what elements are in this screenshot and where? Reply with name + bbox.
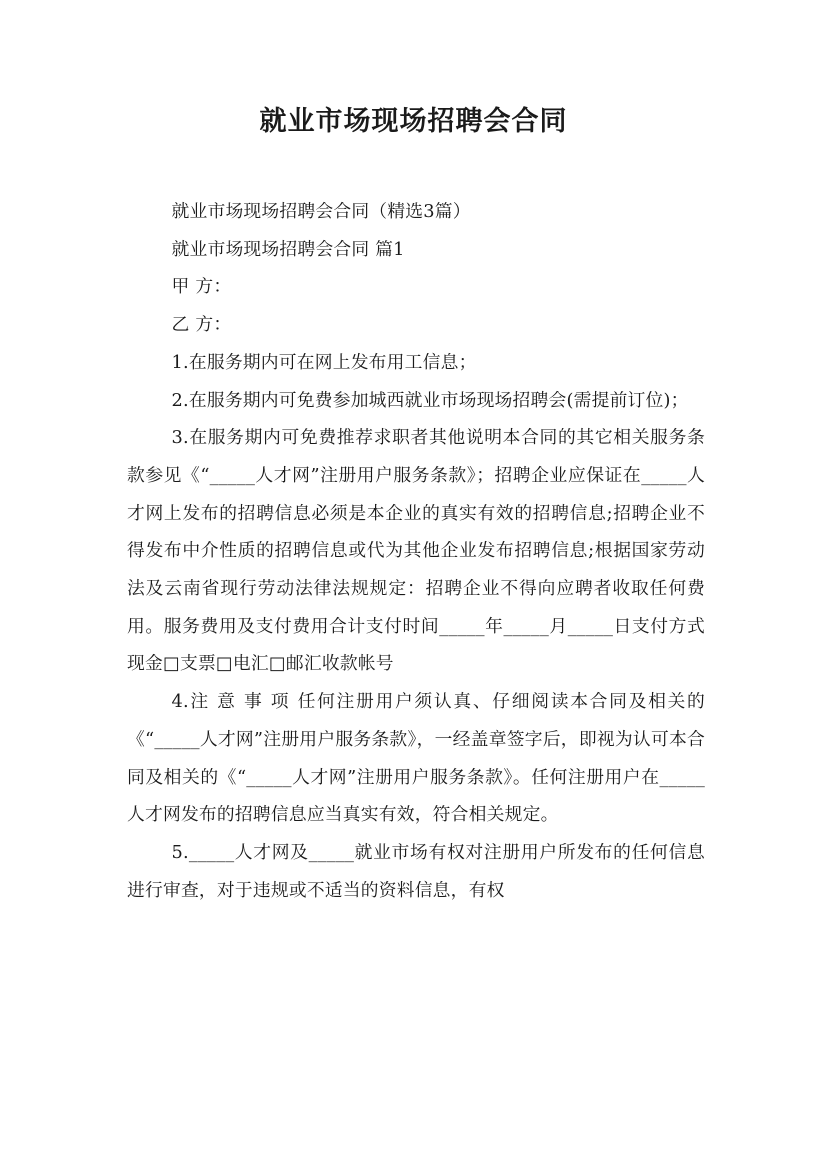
clause-3: 3.在服务期内可免费推荐求职者其他说明本合同的其它相关服务条款参见《“_____人才网”注册用户服务条款》；招聘企业应保证在_____人才网上发布的招聘信息必须是本企业的真实有效的招聘信息;招聘企业不得发布中介性质的招聘信息或代为其他企业发布招聘信息;根据国家劳动法及云南省现行劳动法律法规规定：招聘企业不得向应聘者收取任何费用。服务费用及支付费用合计支付时间_____年_____月_____日支付方式现金□支票□电汇□邮汇收款帐号 <box>127 427 705 675</box>
party-b-line: 乙 方： <box>171 314 232 336</box>
clause-5: 5._____人才网及_____就业市场有权对注册用户所发布的任何信息进行审查，对于违规或不适当的资料信息，有权 <box>127 841 705 901</box>
collection-heading: 就业市场现场招聘会合同（精选3篇） <box>171 201 471 222</box>
clause-2: 2.在服务期内可免费参加城西就业市场现场招聘会(需提前订位)； <box>171 389 689 411</box>
clause-1: 1.在服务期内可在网上发布用工信息； <box>171 351 477 373</box>
document-title: 就业市场现场招聘会合同 <box>259 106 568 137</box>
party-a-line: 甲 方： <box>171 276 232 298</box>
clause-4: 4.注 意 事 项 任何注册用户须认真、仔细阅读本合同及相关的《“_____人才网”注册用户服务条款》，一经盖章签字后，即视为认可本合同及相关的《“_____人才网”注册用户服务条款》。任何注册用户在_____人才网发布的招聘信息应当真实有效，符合相关规定。 <box>127 691 705 826</box>
article-heading: 就业市场现场招聘会合同 篇1 <box>171 238 405 260</box>
document-body <box>127 193 705 909</box>
